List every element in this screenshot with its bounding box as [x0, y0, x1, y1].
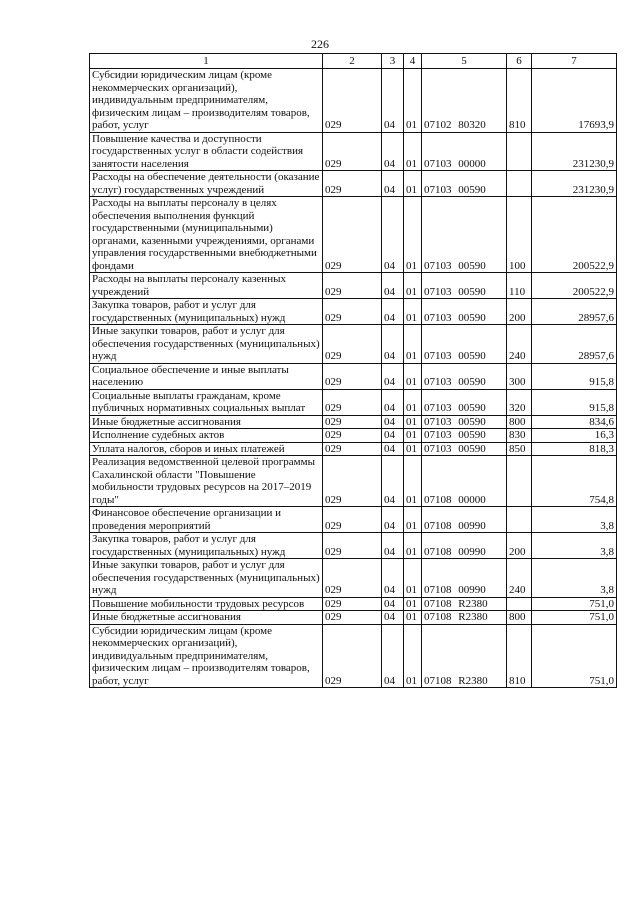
cell-section: 04	[382, 389, 404, 415]
cell-amount: 751,0	[532, 611, 617, 625]
cell-name: Субсидии юридическим лицам (кроме некоммерческих организаций), индивидуальным предпринимателям, физическим лицам – производителям товаров, работ, услуг	[90, 69, 323, 133]
cell-section: 04	[382, 69, 404, 133]
cell-target: 07103 00590	[422, 299, 507, 325]
cell-section: 04	[382, 171, 404, 197]
col-header-expense-type: 6	[507, 54, 532, 69]
table-row	[90, 533, 617, 559]
header-row	[90, 54, 617, 69]
cell-amount: 200522,9	[532, 197, 617, 273]
cell-subsection: 01	[404, 442, 422, 456]
cell-subsection: 01	[404, 389, 422, 415]
cell-expense-type: 320	[507, 389, 532, 415]
cell-target: 07108 R2380	[422, 611, 507, 625]
cell-expense-type	[507, 171, 532, 197]
cell-target: 07103 00590	[422, 389, 507, 415]
cell-subsection: 01	[404, 299, 422, 325]
col-header-ministry: 2	[323, 54, 382, 69]
table-row	[90, 197, 617, 273]
cell-ministry: 029	[323, 273, 382, 299]
cell-subsection: 01	[404, 533, 422, 559]
cell-name: Субсидии юридическим лицам (кроме некоммерческих организаций), индивидуальным предпринимателям, физическим лицам – производителям товаров, работ, услуг	[90, 624, 323, 688]
cell-name: Закупка товаров, работ и услуг для государственных (муниципальных) нужд	[90, 533, 323, 559]
cell-expense-type	[507, 456, 532, 507]
cell-expense-type: 110	[507, 273, 532, 299]
cell-amount: 834,6	[532, 415, 617, 429]
cell-expense-type: 850	[507, 442, 532, 456]
cell-name: Расходы на выплаты персоналу в целях обеспечения выполнения функций государственными (муниципальными) органами, казенными учреждениями, органами управления государственными внебюджетными фондами	[90, 197, 323, 273]
cell-expense-type: 300	[507, 363, 532, 389]
col-header-section: 3	[382, 54, 404, 69]
table-row	[90, 429, 617, 443]
cell-section: 04	[382, 197, 404, 273]
table-row	[90, 442, 617, 456]
cell-ministry: 029	[323, 429, 382, 443]
cell-ministry: 029	[323, 507, 382, 533]
col-header-subsection: 4	[404, 54, 422, 69]
cell-section: 04	[382, 325, 404, 364]
table-row	[90, 69, 617, 133]
cell-name: Повышение мобильности трудовых ресурсов	[90, 597, 323, 611]
table-row	[90, 299, 617, 325]
cell-ministry: 029	[323, 197, 382, 273]
budget-table	[89, 53, 617, 688]
cell-target: 07108 00990	[422, 559, 507, 598]
cell-expense-type	[507, 132, 532, 171]
cell-subsection: 01	[404, 507, 422, 533]
cell-target: 07103 00590	[422, 363, 507, 389]
cell-section: 04	[382, 442, 404, 456]
cell-amount: 754,8	[532, 456, 617, 507]
cell-section: 04	[382, 363, 404, 389]
cell-subsection: 01	[404, 273, 422, 299]
cell-target: 07103 00590	[422, 171, 507, 197]
cell-amount: 818,3	[532, 442, 617, 456]
cell-amount: 200522,9	[532, 273, 617, 299]
cell-target: 07108 00990	[422, 507, 507, 533]
cell-target: 07103 00590	[422, 415, 507, 429]
col-header-name: 1	[90, 54, 323, 69]
cell-subsection: 01	[404, 597, 422, 611]
cell-name: Социальные выплаты гражданам, кроме публичных нормативных социальных выплат	[90, 389, 323, 415]
cell-subsection: 01	[404, 325, 422, 364]
cell-subsection: 01	[404, 197, 422, 273]
cell-name: Расходы на обеспечение деятельности (оказание услуг) государственных учреждений	[90, 171, 323, 197]
cell-name: Повышение качества и доступности государственных услуг в области содействия занятости населения	[90, 132, 323, 171]
cell-ministry: 029	[323, 325, 382, 364]
table-row	[90, 171, 617, 197]
cell-ministry: 029	[323, 597, 382, 611]
cell-amount: 17693,9	[532, 69, 617, 133]
cell-name: Социальное обеспечение и иные выплаты населению	[90, 363, 323, 389]
cell-ministry: 029	[323, 442, 382, 456]
cell-section: 04	[382, 559, 404, 598]
cell-amount: 915,8	[532, 389, 617, 415]
cell-amount: 231230,9	[532, 132, 617, 171]
cell-name: Расходы на выплаты персоналу казенных учреждений	[90, 273, 323, 299]
cell-ministry: 029	[323, 611, 382, 625]
cell-subsection: 01	[404, 363, 422, 389]
cell-expense-type: 240	[507, 559, 532, 598]
cell-ministry: 029	[323, 69, 382, 133]
cell-ministry: 029	[323, 456, 382, 507]
cell-name: Иные закупки товаров, работ и услуг для обеспечения государственных (муниципальных) нужд	[90, 325, 323, 364]
cell-target: 07103 00590	[422, 197, 507, 273]
cell-ministry: 029	[323, 533, 382, 559]
cell-amount: 16,3	[532, 429, 617, 443]
cell-expense-type	[507, 597, 532, 611]
cell-subsection: 01	[404, 69, 422, 133]
table-row	[90, 415, 617, 429]
cell-name: Иные закупки товаров, работ и услуг для обеспечения государственных (муниципальных) нужд	[90, 559, 323, 598]
cell-expense-type: 830	[507, 429, 532, 443]
cell-subsection: 01	[404, 624, 422, 688]
cell-name: Уплата налогов, сборов и иных платежей	[90, 442, 323, 456]
cell-subsection: 01	[404, 559, 422, 598]
cell-amount: 751,0	[532, 624, 617, 688]
table-row	[90, 389, 617, 415]
cell-ministry: 029	[323, 389, 382, 415]
cell-subsection: 01	[404, 611, 422, 625]
cell-amount: 3,8	[532, 559, 617, 598]
cell-subsection: 01	[404, 415, 422, 429]
cell-section: 04	[382, 507, 404, 533]
table-row	[90, 363, 617, 389]
cell-section: 04	[382, 624, 404, 688]
cell-amount: 28957,6	[532, 299, 617, 325]
cell-amount: 231230,9	[532, 171, 617, 197]
table-row	[90, 325, 617, 364]
table-row	[90, 624, 617, 688]
cell-amount: 28957,6	[532, 325, 617, 364]
cell-section: 04	[382, 533, 404, 559]
cell-ministry: 029	[323, 171, 382, 197]
cell-name: Закупка товаров, работ и услуг для государственных (муниципальных) нужд	[90, 299, 323, 325]
table-row	[90, 507, 617, 533]
cell-subsection: 01	[404, 171, 422, 197]
cell-ministry: 029	[323, 559, 382, 598]
cell-subsection: 01	[404, 456, 422, 507]
cell-target: 07103 00590	[422, 429, 507, 443]
cell-target: 07108 00990	[422, 533, 507, 559]
cell-name: Иные бюджетные ассигнования	[90, 611, 323, 625]
cell-expense-type: 800	[507, 415, 532, 429]
cell-expense-type: 810	[507, 69, 532, 133]
table-row	[90, 456, 617, 507]
page-number: 226	[311, 37, 329, 51]
cell-target: 07102 80320	[422, 69, 507, 133]
cell-target: 07108 R2380	[422, 624, 507, 688]
cell-ministry: 029	[323, 624, 382, 688]
cell-expense-type: 800	[507, 611, 532, 625]
cell-expense-type: 200	[507, 299, 532, 325]
cell-section: 04	[382, 415, 404, 429]
table-row	[90, 597, 617, 611]
cell-expense-type: 240	[507, 325, 532, 364]
cell-amount: 915,8	[532, 363, 617, 389]
cell-section: 04	[382, 429, 404, 443]
cell-name: Реализация ведомственной целевой программы Сахалинской области "Повышение мобильности трудовых ресурсов на 2017–2019 годы"	[90, 456, 323, 507]
cell-section: 04	[382, 611, 404, 625]
cell-expense-type: 810	[507, 624, 532, 688]
table-row	[90, 559, 617, 598]
cell-ministry: 029	[323, 415, 382, 429]
cell-expense-type	[507, 507, 532, 533]
cell-target: 07108 R2380	[422, 597, 507, 611]
col-header-amount: 7	[532, 54, 617, 69]
cell-name: Финансовое обеспечение организации и проведения мероприятий	[90, 507, 323, 533]
cell-section: 04	[382, 456, 404, 507]
cell-section: 04	[382, 273, 404, 299]
table-row	[90, 273, 617, 299]
table-row	[90, 611, 617, 625]
cell-section: 04	[382, 597, 404, 611]
col-header-target: 5	[422, 54, 507, 69]
cell-section: 04	[382, 132, 404, 171]
cell-amount: 751,0	[532, 597, 617, 611]
cell-ministry: 029	[323, 299, 382, 325]
cell-target: 07108 00000	[422, 456, 507, 507]
cell-subsection: 01	[404, 132, 422, 171]
cell-name: Иные бюджетные ассигнования	[90, 415, 323, 429]
cell-target: 07103 00590	[422, 273, 507, 299]
table-row	[90, 132, 617, 171]
cell-amount: 3,8	[532, 533, 617, 559]
cell-amount: 3,8	[532, 507, 617, 533]
cell-subsection: 01	[404, 429, 422, 443]
cell-ministry: 029	[323, 363, 382, 389]
cell-expense-type: 100	[507, 197, 532, 273]
cell-target: 07103 00590	[422, 325, 507, 364]
cell-target: 07103 00000	[422, 132, 507, 171]
cell-name: Исполнение судебных актов	[90, 429, 323, 443]
cell-section: 04	[382, 299, 404, 325]
cell-target: 07103 00590	[422, 442, 507, 456]
cell-expense-type: 200	[507, 533, 532, 559]
cell-ministry: 029	[323, 132, 382, 171]
